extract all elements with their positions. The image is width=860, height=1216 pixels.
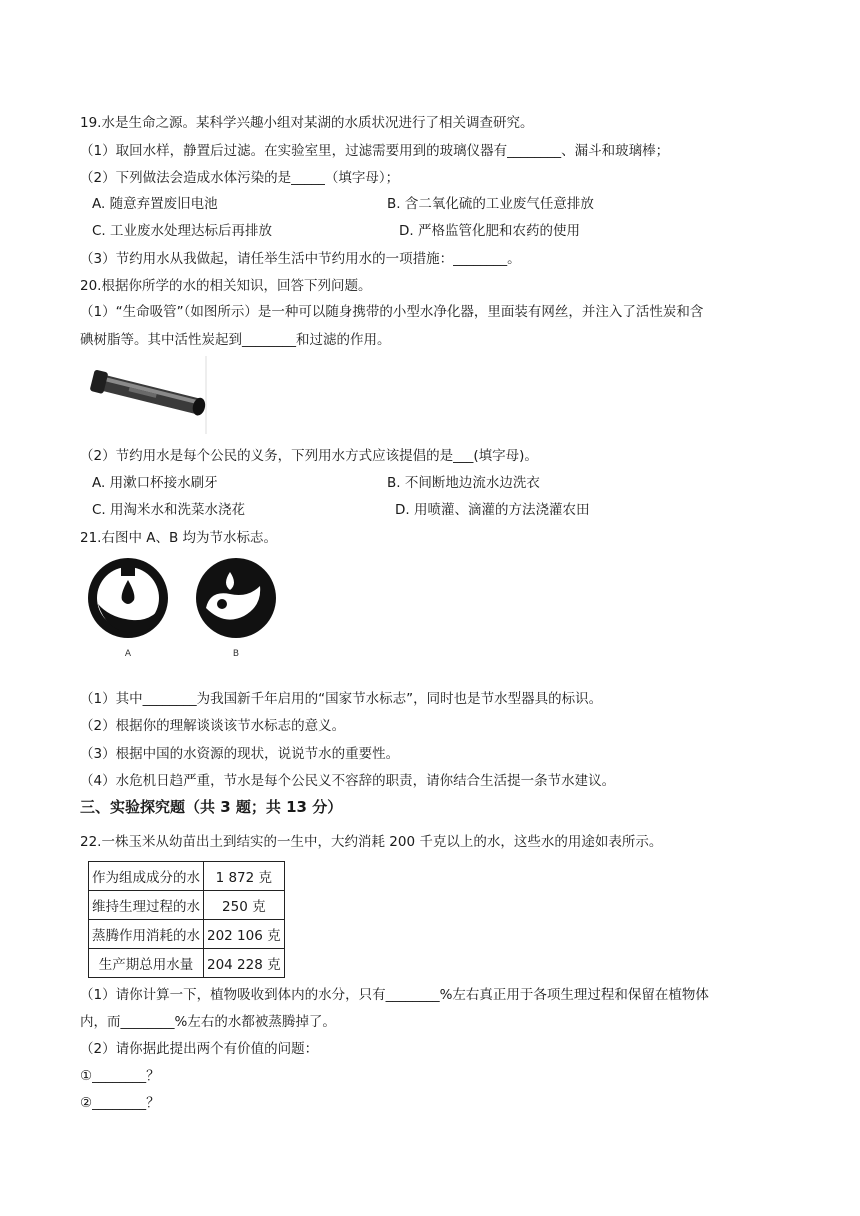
q20-stem: 20.根据你所学的水的相关知识，回答下列问题。 — [80, 278, 372, 294]
life-straw-image — [88, 356, 208, 434]
table-cell-value: 1 872 克 — [204, 862, 285, 891]
q21-part2: （2）根据你的理解谈谈该节水标志的意义。 — [80, 718, 346, 734]
water-saving-logo-a — [88, 558, 168, 638]
q19-option-c: C. 工业废水处理达标后再排放 — [92, 223, 273, 239]
q19-option-d: D. 严格监管化肥和农药的使用 — [399, 223, 580, 239]
table-row — [89, 920, 285, 949]
water-usage-table — [88, 861, 285, 978]
q22-blank-2: ②________？ — [80, 1095, 160, 1111]
q20-option-d: D. 用喷灌、滴灌的方法浇灌农田 — [395, 502, 590, 518]
q19-stem: 19.水是生命之源。某科学兴趣小组对某湖的水质状况进行了相关调查研究。 — [80, 115, 534, 131]
q21-part3: （3）根据中国的水资源的现状，说说节水的重要性。 — [80, 746, 400, 762]
table-cell-value: 250 克 — [204, 891, 285, 920]
q22-blank-1: ①________？ — [80, 1068, 160, 1084]
table-cell-label: 作为组成成分的水 — [89, 862, 204, 891]
q19-part3: （3）节约用水从我做起，请任举生活中节约用水的一项措施：________。 — [80, 251, 521, 267]
q20-option-a: A. 用漱口杯接水刷牙 — [92, 475, 218, 491]
q20-part1-line2: 碘树脂等。其中活性炭起到________和过滤的作用。 — [80, 332, 391, 348]
q20-part1-line1: （1）“生命吸管”（如图所示）是一种可以随身携带的小型水净化器，里面装有网丝，并注入了活性炭和含 — [80, 304, 704, 320]
q20-option-b: B. 不间断地边流水边洗衣 — [387, 475, 540, 491]
logo-label-a: A — [124, 649, 132, 659]
water-saving-logo-b — [196, 558, 276, 638]
section-three-heading: 三、实验探究题（共 3 题；共 13 分） — [80, 798, 343, 816]
table-cell-label: 维持生理过程的水 — [89, 891, 204, 920]
q20-part2: （2）节约用水是每个公民的义务，下列用水方式应该提倡的是___(填字母)。 — [80, 448, 538, 464]
table-row — [89, 862, 285, 891]
q21-stem: 21.右图中 A、B 均为节水标志。 — [80, 530, 278, 546]
table-cell-value: 204 228 克 — [204, 949, 285, 978]
q19-option-b: B. 含二氧化硫的工业废气任意排放 — [387, 196, 594, 212]
q21-part4: （4）水危机日趋严重，节水是每个公民义不容辞的职责，请你结合生活提一条节水建议。 — [80, 773, 616, 789]
table-cell-label: 生产期总用水量 — [89, 949, 204, 978]
q22-part1-line1: （1）请你计算一下，植物吸收到体内的水分，只有________%左右真正用于各项生理过程和保留在植物体 — [80, 987, 709, 1003]
water-saving-logos-image — [84, 556, 276, 666]
q22-part2: （2）请你据此提出两个有价值的问题： — [80, 1041, 319, 1057]
table-row — [89, 949, 285, 978]
q19-option-a: A. 随意弃置废旧电池 — [92, 196, 218, 212]
q19-part1: （1）取回水样，静置后过滤。在实验室里，过滤需要用到的玻璃仪器有________、漏斗和玻璃棒； — [80, 143, 670, 159]
logo-label-b: B — [232, 649, 240, 659]
q20-option-c: C. 用淘米水和洗菜水浇花 — [92, 502, 246, 518]
q21-part1: （1）其中________为我国新千年启用的“国家节水标志”，同时也是节水型器具的标识。 — [80, 691, 603, 707]
table-cell-label: 蒸腾作用消耗的水 — [89, 920, 204, 949]
q22-part1-line2: 内，而________%左右的水都被蒸腾掉了。 — [80, 1014, 336, 1030]
q19-part2: （2）下列做法会造成水体污染的是_____（填字母）； — [80, 170, 400, 186]
table-cell-value: 202 106 克 — [204, 920, 285, 949]
table-row — [89, 891, 285, 920]
q22-stem: 22.一株玉米从幼苗出土到结实的一生中，大约消耗 200 千克以上的水，这些水的用途如表所示。 — [80, 834, 663, 850]
